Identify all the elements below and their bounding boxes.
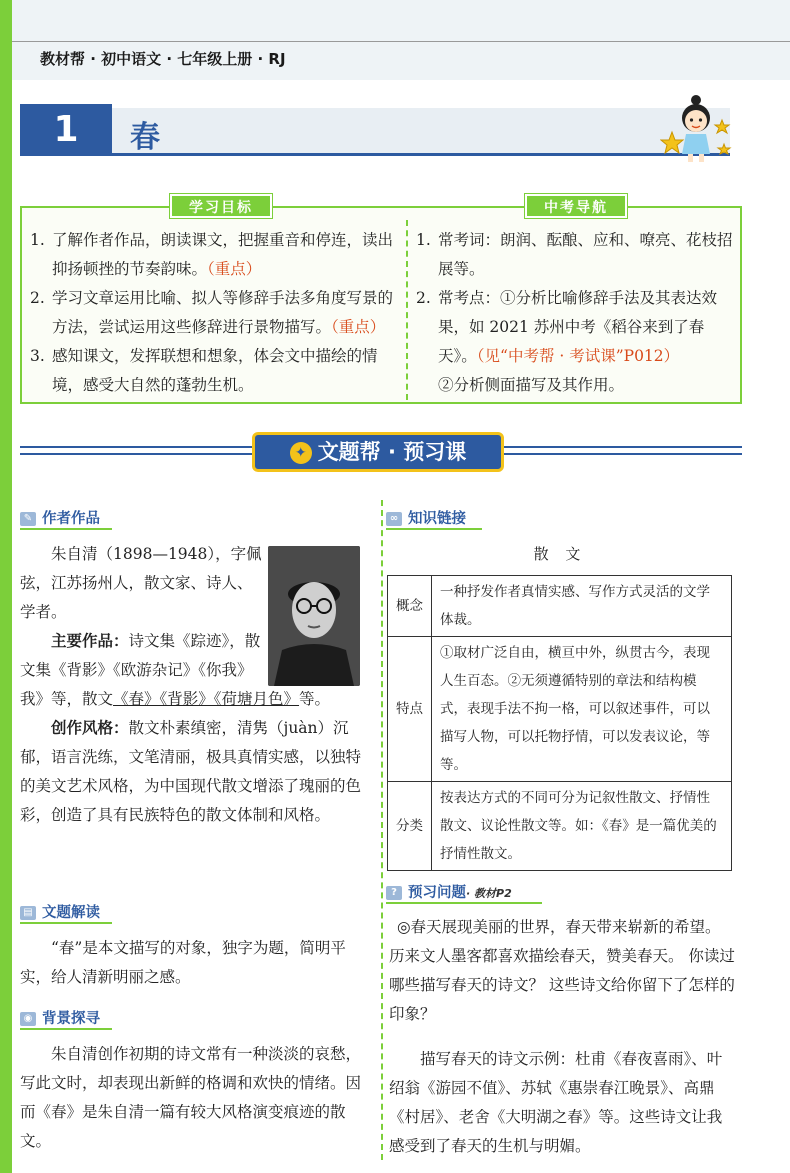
author-portrait bbox=[268, 546, 360, 686]
exam-item-number: 1. bbox=[416, 231, 431, 249]
title-read-text: “春”是本文描写的对象，独字为题，简明平实，给人清新明丽之感。 bbox=[20, 939, 346, 986]
section-banner bbox=[252, 432, 504, 472]
row-value: 一种抒发作者真情实感、写作方式灵活的文学体裁。 bbox=[432, 576, 732, 637]
goal-text: 学习文章运用比喻、拟人等修辞手法多角度写景的方法，尝试运用这些修辞进行景物描写。 bbox=[52, 289, 394, 336]
author-works-top bbox=[20, 627, 266, 685]
goal-number: 3. bbox=[30, 347, 45, 365]
learning-goals-tab: 学习目标 bbox=[170, 194, 272, 218]
exam-item-number: 2. bbox=[416, 289, 431, 307]
key-point-tag: （重点） bbox=[331, 318, 386, 336]
lesson-title-band bbox=[20, 108, 730, 156]
left-green-bar bbox=[0, 0, 12, 1173]
goal-item bbox=[30, 226, 402, 284]
exam-item bbox=[416, 284, 734, 400]
style-label: 创作风格： bbox=[51, 719, 129, 737]
banner-title: 文题帮 · 预习课 bbox=[317, 440, 467, 464]
preview-heading-sub: · 教材P2 bbox=[466, 887, 512, 900]
preview-answer: 描写春天的诗文示例：杜甫《春夜喜雨》、叶绍翁《游园不值》、苏轼《惠崇春江晚景》、高鼎《村居》、老舍《大明湖之春》等。这些诗文让我感受到了春天的生机与明媚。 bbox=[389, 1050, 723, 1155]
author-icon: ✎ bbox=[20, 512, 36, 526]
exam-item-text: 常考词：朗润、酝酿、应和、嘹亮、花枝招展等。 bbox=[438, 231, 733, 278]
exam-reference: （见“中考帮 · 考试课”P012） bbox=[476, 347, 680, 365]
style-text: 散文朴素缜密，清隽（juàn）沉郁，语言洗练，文笔清丽，极具真情实感，以独特的美文艺术风格，为中国现代散文增添了瑰丽的色彩，创造了具有民族特色的散文体制和风格。 bbox=[20, 719, 362, 824]
author-intro: 朱自清（1898—1948），字佩弦，江苏扬州人，散文家、诗人、学者。 bbox=[20, 545, 262, 621]
exam-item-extra: ②分析侧面描写及其作用。 bbox=[438, 376, 625, 394]
row-key: 特点 bbox=[388, 637, 432, 782]
lesson-title: 春 bbox=[130, 120, 160, 155]
row-value: 按表达方式的不同可分为记叙性散文、抒情性散文、议论性散文等。如：《春》是一篇优美的抒情性散文。 bbox=[432, 782, 732, 871]
exam-nav-list bbox=[416, 226, 734, 400]
row-key: 概念 bbox=[388, 576, 432, 637]
works-text: 诗文集《踪迹》，散文集《背影》《欧游杂记》《你我》 bbox=[20, 632, 261, 679]
table-row bbox=[388, 782, 732, 871]
essay-table bbox=[387, 575, 732, 871]
exam-nav-tab: 中考导航 bbox=[525, 194, 627, 218]
question-icon: ? bbox=[386, 886, 402, 900]
goal-text: 了解作者作品，朗读课文，把握重音和停连，读出抑扬顿挫的节奏韵味。 bbox=[52, 231, 394, 278]
author-works-bottom bbox=[20, 685, 376, 714]
background-text: 朱自清创作初期的诗文常有一种淡淡的哀愁，写此文时，却表现出新鲜的格调和欢快的情绪。因而《春》是朱自清一篇有较大风格演变痕迹的散文。 bbox=[20, 1045, 362, 1150]
background-heading: ◉ 背景探寻 bbox=[20, 1008, 112, 1030]
location-pin-icon: ◉ bbox=[20, 1012, 36, 1026]
breadcrumb: 教材帮 · 初中语文 · 七年级上册 · RJ bbox=[40, 50, 286, 68]
column-divider bbox=[381, 500, 383, 1160]
works-end: 等。 bbox=[299, 690, 331, 708]
objectives-divider bbox=[406, 220, 408, 400]
book-icon: ▤ bbox=[20, 906, 36, 920]
goal-number: 1. bbox=[30, 231, 45, 249]
table-row bbox=[388, 576, 732, 637]
exam-item bbox=[416, 226, 734, 284]
goal-number: 2. bbox=[30, 289, 45, 307]
row-value: ①取材广泛自由，横亘中外，纵贯古今，表现人生百态。②无须遵循特别的章法和结构模式，表现手法不拘一格，可以叙述事件，可以描写人物，可以托物抒情，可以发表议论，等等。 bbox=[432, 637, 732, 782]
preview-question: ◎春天展现美丽的世界，春天带来崭新的希望。 历来文人墨客都喜欢描绘春天，赞美春天。 你读过哪些描写春天的诗文？ 这些诗文给你留下了怎样的印象？ bbox=[389, 918, 735, 1023]
lesson-number: 1 bbox=[20, 104, 112, 156]
author-heading: ✎ 作者作品 bbox=[20, 508, 112, 530]
key-point-tag: （重点） bbox=[207, 260, 262, 278]
author-style bbox=[20, 714, 376, 830]
goal-item bbox=[30, 342, 402, 400]
table-title: 散 文 bbox=[533, 545, 587, 563]
works-tail: 我》等，散文 bbox=[20, 690, 114, 708]
exam-item-text: 常考点：①分析比喻修辞手法及其表达效果，如 2021 苏州中考《稻谷来到了春天》。 bbox=[438, 289, 718, 365]
row-key: 分类 bbox=[388, 782, 432, 871]
header-divider bbox=[12, 0, 790, 42]
table-row bbox=[388, 637, 732, 782]
works-underlined: 《春》《背影》《荷塘月色》 bbox=[113, 690, 300, 708]
learning-goals-list bbox=[30, 226, 402, 400]
title-read-heading: ▤ 文题解读 bbox=[20, 902, 112, 924]
preview-heading: ? 预习问题· 教材P2 bbox=[386, 882, 542, 904]
mascot-girl-icon bbox=[660, 92, 732, 164]
goal-text: 感知课文，发挥联想和想象，体会文中描绘的情境，感受大自然的蓬勃生机。 bbox=[52, 347, 378, 394]
knowledge-heading: ∞ 知识链接 bbox=[386, 508, 482, 530]
link-icon: ∞ bbox=[386, 512, 402, 526]
works-label: 主要作品： bbox=[51, 632, 129, 650]
lightbulb-icon: ✦ bbox=[290, 442, 312, 464]
goal-item bbox=[30, 284, 402, 342]
